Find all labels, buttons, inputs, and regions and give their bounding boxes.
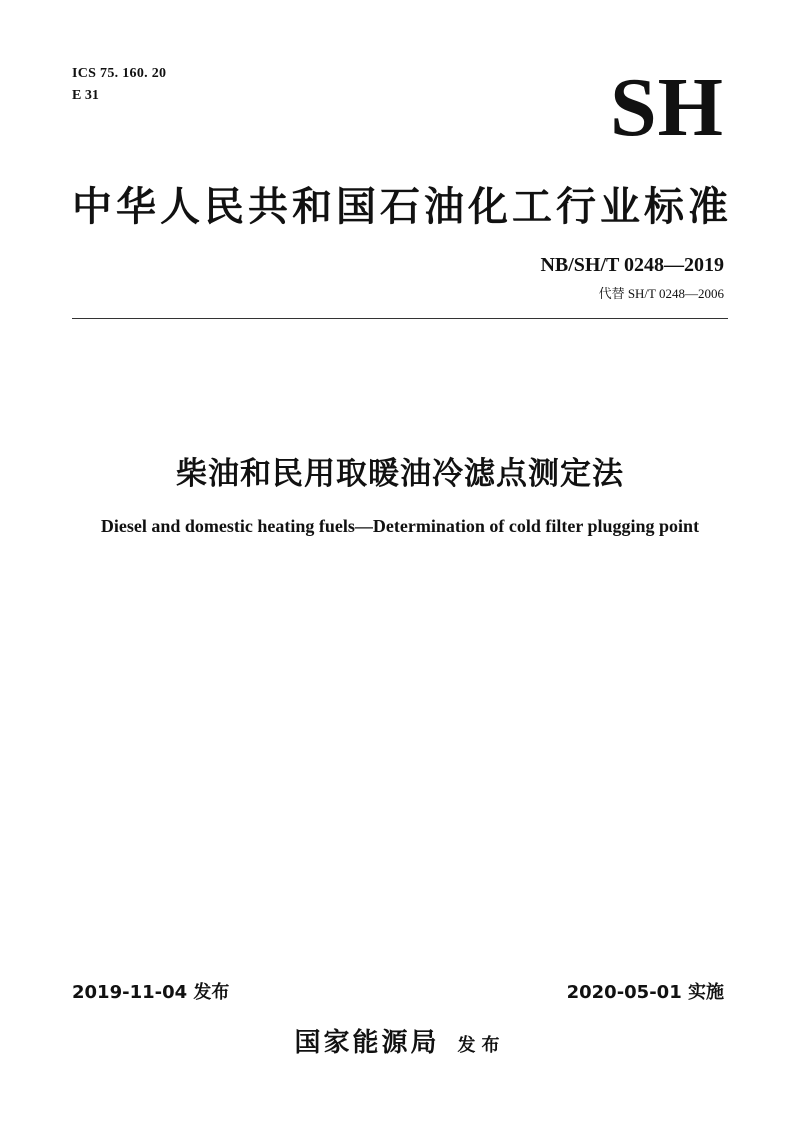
document-title-english: Diesel and domestic heating fuels—Determination of cold filter plugging point bbox=[100, 516, 700, 536]
standard-number: NB/SH/T 0248—2019 bbox=[540, 254, 724, 276]
issuing-authority bbox=[0, 1022, 800, 1059]
implementation-date: 2020-05-01 实施 bbox=[566, 982, 724, 1003]
ics-code: ICS 75. 160. 20 bbox=[72, 66, 167, 81]
replaces-standard: 代替 SH/T 0248—2006 bbox=[598, 286, 724, 301]
issue-date: 2019-11-04 发布 bbox=[72, 982, 230, 1003]
ccs-code: E 31 bbox=[72, 88, 99, 103]
document-title-chinese: 柴油和民用取暖油冷滤点测定法 bbox=[176, 456, 624, 492]
standard-category-title: 中华人民共和国石油化工行业标准 bbox=[72, 184, 732, 230]
header-divider bbox=[72, 318, 728, 319]
authority-action: 发布 bbox=[457, 1035, 506, 1056]
sh-logo: SH bbox=[609, 61, 724, 154]
authority-name: 国家能源局 bbox=[294, 1028, 440, 1058]
